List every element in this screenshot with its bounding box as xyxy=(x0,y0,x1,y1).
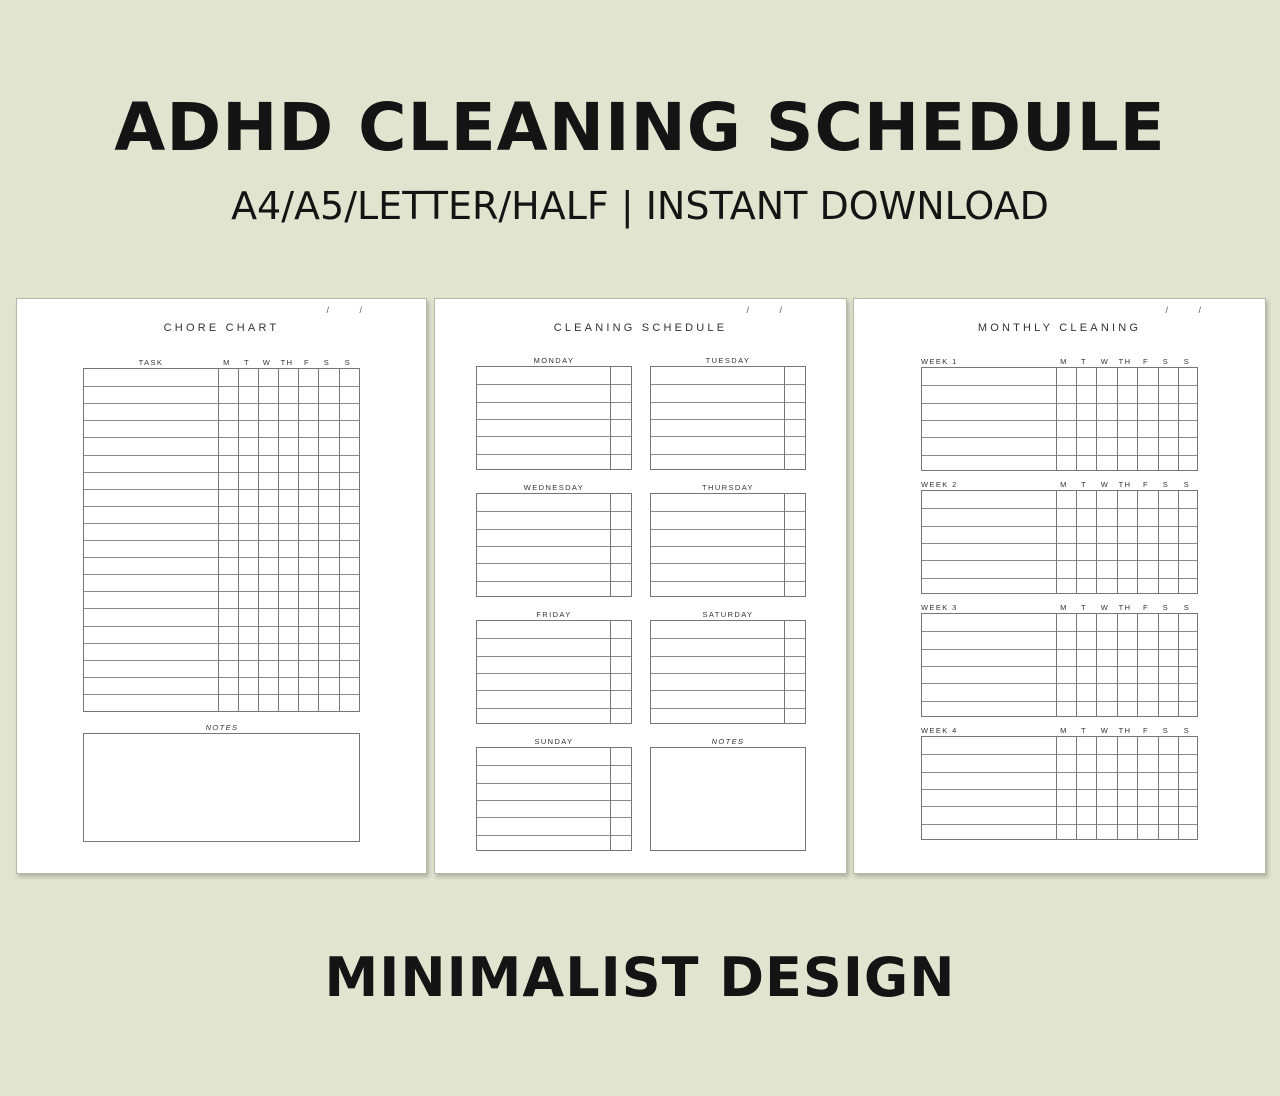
row-line xyxy=(477,835,631,836)
day-column-header: T xyxy=(1081,480,1087,489)
chore-grid xyxy=(83,368,360,712)
row-line xyxy=(922,701,1197,702)
column-line xyxy=(298,369,299,711)
row-line xyxy=(477,708,631,709)
day-grid-wednesday xyxy=(476,493,632,597)
day-column-header: S xyxy=(1162,603,1170,612)
day-label-sunday: SUNDAY xyxy=(534,737,574,746)
column-line xyxy=(1117,614,1118,716)
column-header-t: T xyxy=(244,358,250,367)
row-line xyxy=(922,385,1197,386)
row-line xyxy=(922,560,1197,561)
day-column-header: W xyxy=(1100,726,1110,735)
day-label-tuesday: TUESDAY xyxy=(705,356,751,365)
row-line xyxy=(477,529,631,530)
day-column-header: M xyxy=(1060,480,1068,489)
page-title: CHORE CHART xyxy=(163,322,280,334)
week-grid xyxy=(921,613,1198,717)
day-column-header: TH xyxy=(1118,726,1132,735)
row-line xyxy=(477,817,631,818)
column-line xyxy=(1158,368,1159,470)
row-line xyxy=(477,765,631,766)
column-header-s: S xyxy=(323,358,331,367)
day-column-header: T xyxy=(1081,726,1087,735)
column-line xyxy=(1056,491,1057,593)
row-line xyxy=(922,806,1197,807)
date-field: / / xyxy=(1165,305,1215,315)
day-column-header: F xyxy=(1143,357,1149,366)
date-field: / / xyxy=(326,305,376,315)
notes-label: NOTES xyxy=(205,723,239,732)
column-line xyxy=(1117,491,1118,593)
column-line xyxy=(1178,737,1179,839)
column-header-task: TASK xyxy=(138,358,164,367)
column-line xyxy=(339,369,340,711)
row-line xyxy=(922,649,1197,650)
column-line xyxy=(1137,614,1138,716)
column-line xyxy=(1056,368,1057,470)
day-column-header: M xyxy=(1060,726,1068,735)
row-line xyxy=(922,824,1197,825)
page-title: MONTHLY CLEANING xyxy=(977,322,1142,334)
row-line xyxy=(922,420,1197,421)
column-line xyxy=(1178,368,1179,470)
row-line xyxy=(477,454,631,455)
row-line xyxy=(651,511,805,512)
row-line xyxy=(922,683,1197,684)
column-line xyxy=(1096,614,1097,716)
row-line xyxy=(922,437,1197,438)
column-line xyxy=(1076,368,1077,470)
column-line xyxy=(318,369,319,711)
chore-chart-page xyxy=(16,298,427,874)
row-line xyxy=(922,666,1197,667)
column-line xyxy=(784,494,785,596)
day-column-header: M xyxy=(1060,603,1068,612)
monthly-cleaning-page xyxy=(853,298,1266,874)
day-column-header: S xyxy=(1162,726,1170,735)
day-label-friday: FRIDAY xyxy=(536,610,572,619)
column-header-w: W xyxy=(262,358,272,367)
row-line xyxy=(651,581,805,582)
row-line xyxy=(922,526,1197,527)
column-line xyxy=(610,621,611,723)
row-line xyxy=(922,631,1197,632)
column-line xyxy=(1178,614,1179,716)
column-line xyxy=(610,748,611,850)
row-line xyxy=(477,419,631,420)
row-line xyxy=(651,656,805,657)
row-line xyxy=(651,690,805,691)
row-line xyxy=(477,800,631,801)
column-line xyxy=(784,621,785,723)
day-grid-friday xyxy=(476,620,632,724)
row-line xyxy=(477,563,631,564)
day-grid-sunday xyxy=(476,747,632,851)
day-column-header: S xyxy=(1183,480,1191,489)
column-line xyxy=(1056,614,1057,716)
row-line xyxy=(922,772,1197,773)
row-line xyxy=(477,384,631,385)
notes-label: NOTES xyxy=(711,737,745,746)
column-line xyxy=(1137,737,1138,839)
column-line xyxy=(1096,491,1097,593)
column-line xyxy=(1076,737,1077,839)
row-line xyxy=(477,546,631,547)
day-column-header: W xyxy=(1100,357,1110,366)
column-line xyxy=(1117,368,1118,470)
week-label: WEEK 3 xyxy=(921,603,958,612)
notes-box[interactable] xyxy=(650,747,806,851)
day-label-thursday: THURSDAY xyxy=(702,483,754,492)
main-title: ADHD CLEANING SCHEDULE xyxy=(114,89,1166,166)
row-line xyxy=(922,455,1197,456)
column-line xyxy=(1076,491,1077,593)
column-line xyxy=(238,369,239,711)
day-column-header: W xyxy=(1100,603,1110,612)
row-line xyxy=(651,563,805,564)
row-line xyxy=(922,789,1197,790)
row-line xyxy=(651,529,805,530)
column-header-s: S xyxy=(344,358,352,367)
row-line xyxy=(922,508,1197,509)
row-line xyxy=(477,673,631,674)
notes-box[interactable] xyxy=(83,733,360,842)
column-line xyxy=(1178,491,1179,593)
row-line xyxy=(922,403,1197,404)
day-grid-tuesday xyxy=(650,366,806,470)
column-line xyxy=(218,369,219,711)
column-line xyxy=(278,369,279,711)
row-line xyxy=(477,783,631,784)
day-column-header: S xyxy=(1183,726,1191,735)
row-line xyxy=(651,638,805,639)
day-column-header: TH xyxy=(1118,480,1132,489)
day-column-header: T xyxy=(1081,603,1087,612)
subtitle: A4/A5/LETTER/HALF | INSTANT DOWNLOAD xyxy=(231,184,1049,228)
page-title: CLEANING SCHEDULE xyxy=(553,322,728,334)
week-label: WEEK 4 xyxy=(921,726,958,735)
column-line xyxy=(258,369,259,711)
day-grid-thursday xyxy=(650,493,806,597)
row-line xyxy=(651,708,805,709)
week-label: WEEK 1 xyxy=(921,357,958,366)
week-grid xyxy=(921,367,1198,471)
day-column-header: F xyxy=(1143,480,1149,489)
date-field: / / xyxy=(746,305,796,315)
column-line xyxy=(1137,368,1138,470)
row-line xyxy=(477,402,631,403)
row-line xyxy=(651,384,805,385)
column-line xyxy=(1158,614,1159,716)
day-column-header: S xyxy=(1183,357,1191,366)
row-line xyxy=(477,656,631,657)
row-line xyxy=(651,402,805,403)
day-column-header: F xyxy=(1143,603,1149,612)
day-column-header: S xyxy=(1162,480,1170,489)
row-line xyxy=(651,673,805,674)
week-grid xyxy=(921,490,1198,594)
column-line xyxy=(1158,491,1159,593)
row-line xyxy=(651,419,805,420)
day-grid-monday xyxy=(476,366,632,470)
day-column-header: F xyxy=(1143,726,1149,735)
column-line xyxy=(1056,737,1057,839)
row-line xyxy=(651,454,805,455)
row-line xyxy=(477,638,631,639)
footer-tagline: MINIMALIST DESIGN xyxy=(324,946,956,1009)
day-column-header: TH xyxy=(1118,357,1132,366)
day-column-header: S xyxy=(1162,357,1170,366)
day-label-wednesday: WEDNESDAY xyxy=(523,483,585,492)
day-column-header: T xyxy=(1081,357,1087,366)
column-header-th: TH xyxy=(280,358,294,367)
week-label: WEEK 2 xyxy=(921,480,958,489)
row-line xyxy=(477,511,631,512)
day-label-saturday: SATURDAY xyxy=(702,610,754,619)
row-line xyxy=(651,436,805,437)
day-column-header: M xyxy=(1060,357,1068,366)
day-column-header: S xyxy=(1183,603,1191,612)
row-line xyxy=(922,543,1197,544)
row-line xyxy=(651,546,805,547)
day-column-header: W xyxy=(1100,480,1110,489)
column-line xyxy=(1076,614,1077,716)
column-line xyxy=(1096,368,1097,470)
row-line xyxy=(922,754,1197,755)
column-line xyxy=(1158,737,1159,839)
column-line xyxy=(784,367,785,469)
day-column-header: TH xyxy=(1118,603,1132,612)
column-header-f: F xyxy=(304,358,310,367)
column-header-m: M xyxy=(223,358,231,367)
row-line xyxy=(922,578,1197,579)
day-label-monday: MONDAY xyxy=(533,356,575,365)
cleaning-schedule-page xyxy=(434,298,847,874)
row-line xyxy=(477,581,631,582)
week-grid xyxy=(921,736,1198,840)
column-line xyxy=(610,494,611,596)
day-grid-saturday xyxy=(650,620,806,724)
column-line xyxy=(1096,737,1097,839)
column-line xyxy=(1117,737,1118,839)
row-line xyxy=(477,436,631,437)
column-line xyxy=(610,367,611,469)
column-line xyxy=(1137,491,1138,593)
row-line xyxy=(477,690,631,691)
